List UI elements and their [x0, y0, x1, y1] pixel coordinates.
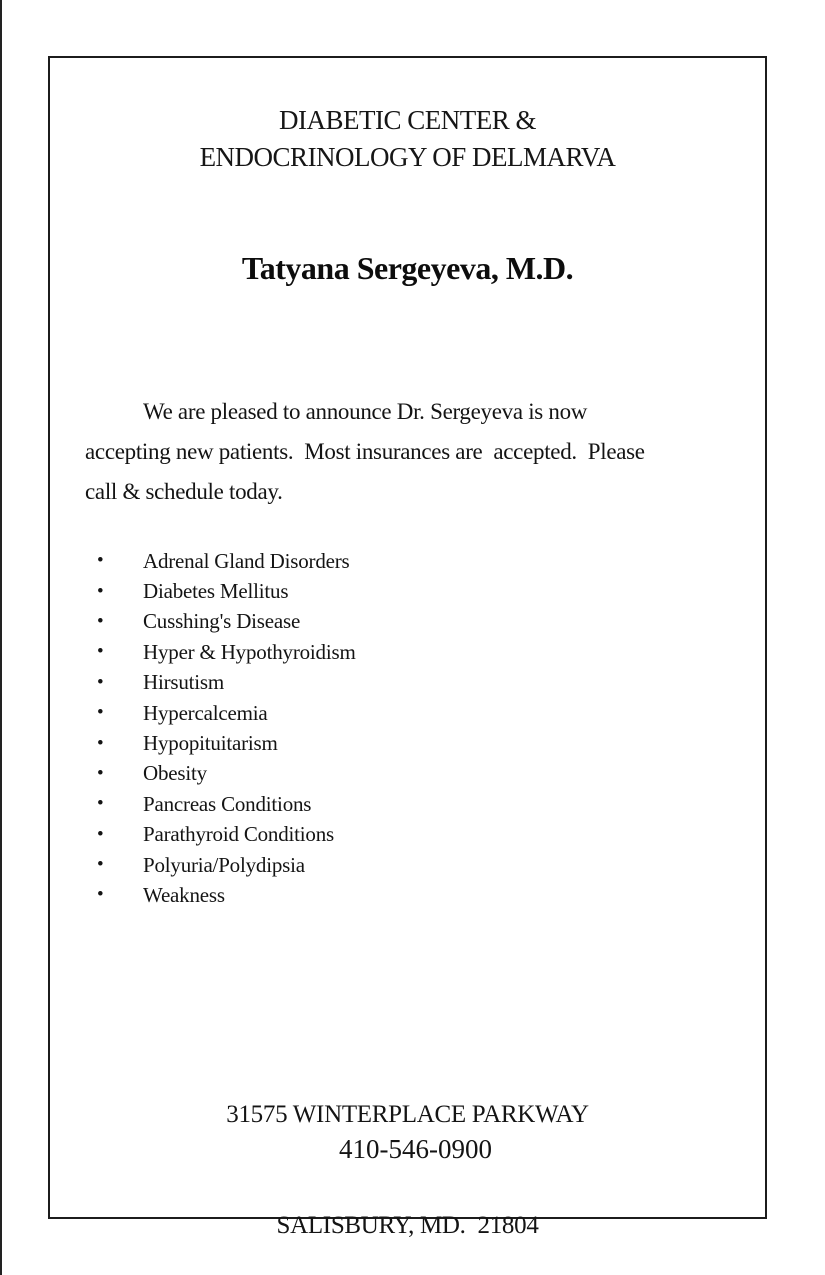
doctor-name: Tatyana Sergeyeva, M.D.	[241, 250, 574, 286]
service-item	[97, 668, 657, 698]
bullet-icon: •	[97, 610, 104, 632]
service-item-label: Hirsutism	[143, 670, 225, 695]
service-item-label: Hypercalcemia	[143, 700, 268, 725]
clinic-name-line1: DIABETIC CENTER &	[279, 105, 536, 135]
service-item-label: Diabetes Mellitus	[143, 579, 289, 604]
service-item	[97, 576, 657, 606]
bullet-icon: •	[97, 641, 104, 663]
bullet-icon: •	[97, 793, 104, 815]
service-item	[97, 728, 657, 758]
service-item	[97, 880, 657, 910]
service-item	[97, 546, 657, 576]
service-item	[97, 820, 657, 850]
service-item	[97, 607, 657, 637]
service-item-label: Pancreas Conditions	[143, 791, 312, 816]
service-item-label: Adrenal Gland Disorders	[143, 548, 350, 573]
announcement-line-3: call & schedule today.	[85, 479, 283, 504]
flyer-border-frame	[48, 56, 767, 1239]
service-item	[97, 698, 657, 728]
bullet-icon: •	[97, 550, 104, 572]
bullet-icon: •	[97, 580, 104, 602]
service-item-label: Obesity	[143, 761, 207, 786]
services-list	[97, 546, 657, 911]
phone-number: 410-546-0900	[339, 1134, 492, 1164]
announcement-line-2: accepting new patients. Most insurances are accepted. Please	[85, 439, 645, 464]
bullet-icon: •	[97, 671, 104, 693]
service-item-label: Hyper & Hypothyroidism	[143, 639, 356, 664]
address-line-1: 31575 WINTERPLACE PARKWAY	[226, 1101, 589, 1128]
service-item-label: Polyuria/Polydipsia	[143, 852, 305, 877]
service-item-label: Hypopituitarism	[143, 731, 278, 756]
service-item	[97, 850, 657, 880]
announcement-paragraph	[85, 392, 745, 512]
scan-edge-artifact	[0, 0, 2, 1275]
bullet-icon: •	[97, 702, 104, 724]
address-line-2: SALISBURY, MD. 21804	[276, 1212, 539, 1239]
service-item-label: Cusshing's Disease	[143, 609, 301, 634]
clinic-name-line2: ENDOCRINOLOGY OF DELMARVA	[199, 142, 616, 172]
service-item	[97, 759, 657, 789]
service-item-label: Weakness	[143, 882, 225, 907]
bullet-icon: •	[97, 884, 104, 906]
bullet-icon: •	[97, 732, 104, 754]
bullet-icon: •	[97, 823, 104, 845]
service-item	[97, 637, 657, 667]
bullet-icon: •	[97, 854, 104, 876]
service-item-label: Parathyroid Conditions	[143, 822, 335, 847]
announcement-line-1: We are pleased to announce Dr. Sergeyeva is now	[143, 399, 588, 424]
service-item	[97, 789, 657, 819]
clinic-name	[50, 102, 765, 176]
bullet-icon: •	[97, 762, 104, 784]
